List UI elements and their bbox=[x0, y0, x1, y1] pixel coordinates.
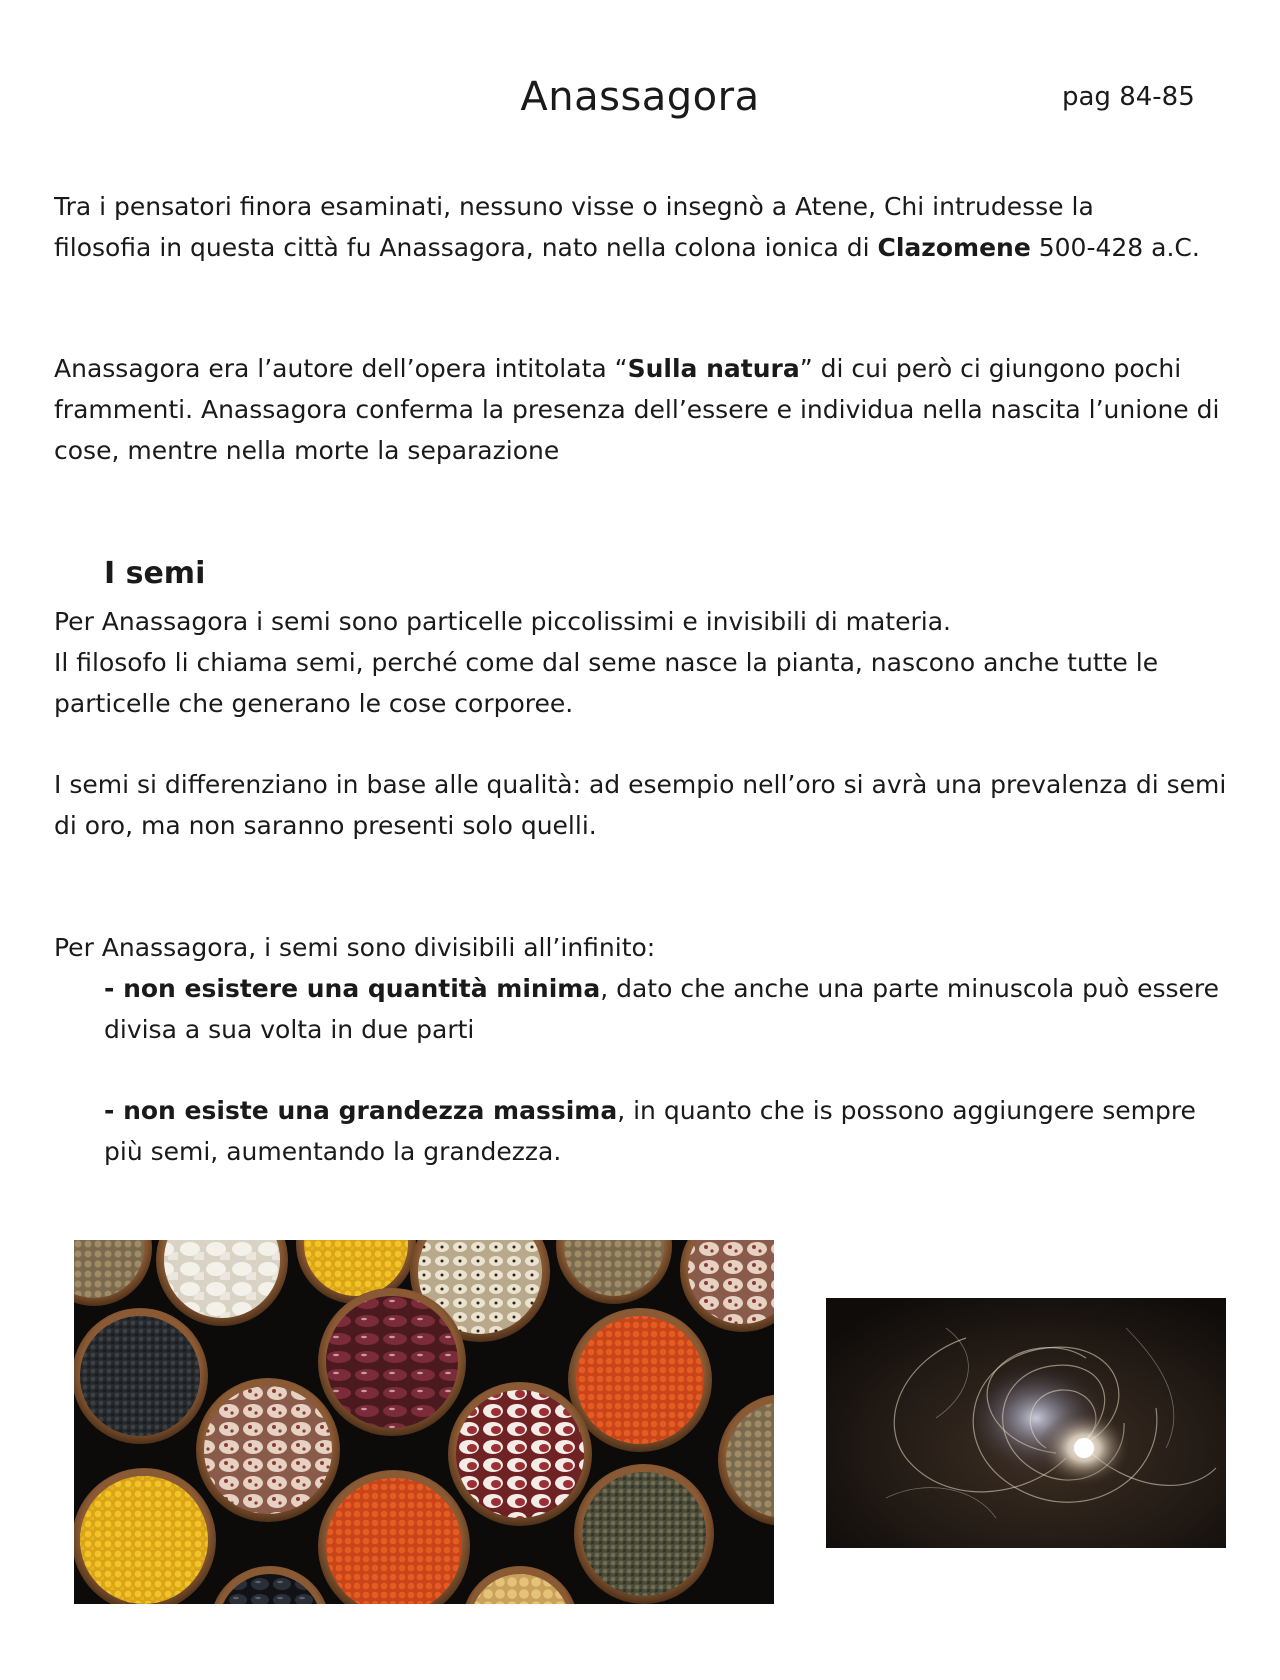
bullet-maximum-bold: - non esiste una grandezza massima bbox=[104, 1096, 618, 1125]
fractal-spiral-illustration bbox=[826, 1298, 1226, 1548]
page-title: Anassagora bbox=[520, 74, 760, 120]
intro-line-2-start: filosofia in questa città fu Anassagora, nato nella colona ionica di bbox=[54, 233, 878, 262]
semi-qualities-paragraph: I semi si differenziano in base alle qualità: ad esempio nell’oro si avrà una prevalenza di semi di oro, ma non saranno presenti solo quelli. bbox=[54, 770, 1227, 840]
intro-paragraph bbox=[54, 186, 1234, 268]
legume-bowls-illustration bbox=[74, 1240, 774, 1604]
intro-place-name: Clazomene bbox=[877, 233, 1031, 262]
intro-line-2-end: 500-428 a.C. bbox=[1030, 233, 1200, 262]
semi-explanation: Il filosofo li chiama semi, perché come dal seme nasce la pianta, nascono anche tutte le particelle che generano le cose corporee. bbox=[54, 648, 1159, 718]
legume-bowls-photo bbox=[74, 1240, 774, 1604]
semi-definition-line: Per Anassagora i semi sono particelle piccolissimi e invisibili di materia. bbox=[54, 607, 951, 636]
bullet-maximum-text: , in quanto che is possono aggiungere sempre più semi, aumentando la grandezza. bbox=[104, 1096, 1196, 1166]
opera-work-title: Sulla natura bbox=[627, 354, 800, 383]
bullet-minimum-quantity bbox=[104, 968, 1234, 1050]
bowl-bottom-row bbox=[74, 1464, 714, 1604]
semi-definition-paragraph bbox=[54, 601, 1234, 724]
intro-line-1: Tra i pensatori finora esaminati, nessuno visse o insegnò a Atene, Chi intrudesse la bbox=[54, 192, 1094, 221]
opera-paragraph bbox=[54, 348, 1234, 471]
page-reference: pag 84-85 bbox=[1062, 82, 1195, 112]
section-heading-semi: I semi bbox=[104, 556, 206, 591]
fractal-spiral-image bbox=[826, 1298, 1226, 1548]
semi-divisibility-intro: Per Anassagora, i semi sono divisibili all’infinito: bbox=[54, 933, 656, 962]
bullet-minimum-text: , dato che anche una parte minuscola può essere divisa a sua volta in due parti bbox=[104, 974, 1220, 1044]
bullet-minimum-bold: - non esistere una quantità minima bbox=[104, 974, 601, 1003]
opera-text-end: ” di cui però ci giungono pochi frammenti. Anassagora conferma la presenza dell’essere e individua nella nascita l’unione di cose, mentre nella morte la separazione bbox=[54, 354, 1220, 465]
opera-text-start: Anassagora era l’autore dell’opera intitolata “ bbox=[54, 354, 628, 383]
bullet-maximum-size bbox=[104, 1090, 1234, 1172]
